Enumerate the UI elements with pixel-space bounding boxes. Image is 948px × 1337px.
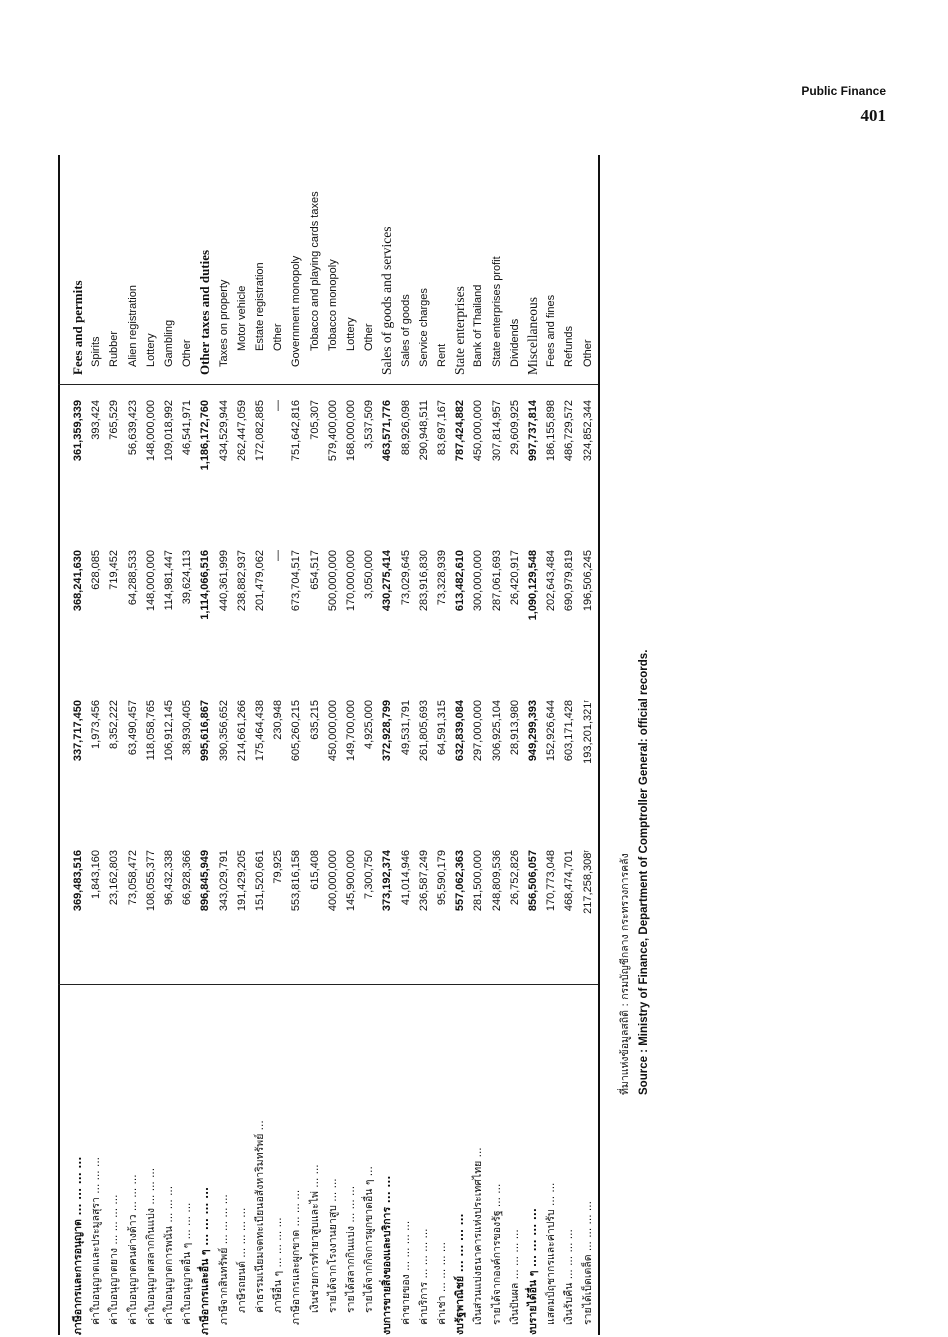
table-row [578,155,598,1335]
table-row [214,155,234,1335]
english-label: Rubber [108,330,121,367]
value-cell: 613,482,610 [454,550,467,612]
thai-label: รายได้เบ็ดเตล็ด ... ... ... ... [581,1201,594,1325]
thai-label: เงินปันผล ... ... ... ... [508,1229,521,1325]
value-cell: 283,916,830 [417,550,430,612]
english-label: Miscellaneous [525,297,540,375]
value-cell: 1,843,160 [90,850,103,899]
value-cell: 236,587,249 [417,850,430,912]
table-row [450,155,470,1335]
value-cell: 95,590,179 [436,850,448,906]
thai-label: รายได้จากกิจการผูกขาดอื่น ๆ ... [363,1166,376,1313]
value-cell: 673,704,517 [290,550,303,612]
value-cell: 148,000,000 [144,550,157,612]
english-label: Government monopoly [290,255,303,367]
value-cell: 997,737,814 [527,400,539,462]
value-cell: 108,055,377 [144,850,157,912]
value-cell: 73,029,645 [399,550,412,606]
table-row [305,155,325,1335]
value-cell: 281,500,000 [472,850,485,912]
english-label: Lottery [345,317,357,351]
value-cell: 1,186,172,760 [199,400,212,471]
value-cell: 635,215 [308,700,321,740]
value-cell: 463,571,776 [381,400,394,462]
table-row [523,155,543,1335]
value-cell: 114,981,447 [163,550,175,611]
value-cell: 361,359,339 [72,400,84,462]
bottom-rule [598,155,600,1335]
thai-label: ค่าใบอนุญาตและประมูลสุรา ... ... ... [90,1157,103,1325]
value-cell: 434,529,944 [217,400,230,462]
value-cell: 248,809,536 [490,850,503,912]
value-cell: 995,616,867 [199,700,212,762]
value-cell: 4,925,000 [363,700,376,749]
value-cell: 654,517 [308,550,321,590]
english-label: Other [181,339,194,367]
english-label: Lottery [144,333,157,367]
table-row [123,155,143,1335]
thai-label: เงินช่วยการทำยาสูบและไพ่ ... ... [308,1164,321,1313]
value-cell: 109,018,992 [163,400,175,462]
thai-label: ค่าใบอนุญาตการพนัน ... ... ... [163,1185,175,1325]
value-cell: 28,913,980 [508,700,521,756]
value-cell: 628,085 [90,550,103,590]
table-row [141,155,161,1335]
thai-label: ค่าบริการ ... ... ... ... [417,1228,430,1325]
value-cell: 145,900,000 [345,850,357,912]
value-cell: 262,447,059 [235,400,248,462]
table-row [541,155,561,1335]
table-row [559,155,579,1335]
value-cell: 238,882,937 [235,550,248,612]
value-cell: 3,537,509 [363,400,376,449]
top-rule [58,155,60,1335]
value-cell: 368,241,630 [72,550,84,612]
value-cell: 393,424 [90,400,103,440]
value-cell: 23,162,803 [108,850,121,906]
value-cell: 96,432,338 [163,850,175,906]
english-label: Other taxes and duties [197,249,213,375]
value-cell: 106,912,145 [163,700,175,762]
value-cell: 300,000,000 [472,550,485,612]
table-row [377,155,397,1335]
table-row [177,155,197,1335]
value-cell: 603,171,428 [563,700,576,762]
value-cell: 29,609,925 [508,400,521,456]
value-cell: 3,050,000 [363,550,376,599]
value-cell: 690,979,819 [563,550,576,612]
table-row [323,155,343,1335]
value-cell: 7,300,750 [363,850,376,899]
value-cell: 261,805,693 [417,700,430,762]
thai-label: ค่าใบอนุญาตยาง ... ... ... ... [108,1194,121,1325]
table-row [250,155,270,1335]
value-cell: 168,000,000 [345,400,357,462]
rotated-revenue-table [50,155,850,1335]
english-label: Spirits [90,336,103,367]
thai-label: เงินส่วนแบ่งธนาคารแห่งประเทศไทย ... [472,1147,485,1325]
value-cell: 373,192,374 [381,850,394,912]
value-cell: 63,490,457 [126,700,139,756]
value-cell: 64,288,533 [126,550,139,606]
value-cell: 787,424,882 [454,400,467,462]
value-cell: 287,061,693 [490,550,503,612]
value-cell: — [272,400,285,411]
english-label: Estate registration [254,262,266,351]
value-cell: 79,925 [272,850,285,884]
page-number: 401 [860,106,886,125]
table-row [341,155,361,1335]
thai-label: ค่าใบอนุญาตอื่น ๆ ... ... ... [181,1202,194,1325]
value-cell: 8,352,222 [108,700,121,749]
value-cell: 38,930,405 [181,700,194,756]
value-cell: 557,062,363 [454,850,467,912]
english-label: Tobacco monopoly [326,259,339,351]
english-label: State enterprises profit [490,256,503,367]
thai-label: เงินรับคืน ... ... ... ... [563,1229,576,1325]
value-cell: 88,926,098 [399,400,412,456]
value-cell: 430,275,414 [381,550,394,612]
english-label: Fees and fines [545,294,558,367]
english-label: Fees and permits [70,280,85,375]
value-cell: 118,058,765 [144,700,157,761]
page-header [801,84,886,126]
table-row [268,155,288,1335]
table-row [432,155,452,1335]
value-cell: 230,948 [272,700,285,740]
value-cell: 1,973,456 [90,700,103,749]
value-cell: 193,201,321ʳ [581,700,594,764]
value-cell: 369,483,516 [72,850,84,912]
thai-label: งบรัฐพาณิชย์ ... ... ... ... [454,1213,467,1335]
value-cell: 400,000,000 [326,850,339,912]
value-cell: 579,400,000 [326,400,339,462]
table-row [159,155,179,1335]
value-cell: 343,029,791 [217,850,230,912]
thai-label: รายได้จากโรงงานยาสูบ ... ... [326,1178,339,1313]
value-cell: 450,000,000 [326,700,339,762]
table-row [487,155,507,1335]
value-cell: 468,474,701 [563,850,576,912]
source-note-thai: ที่มาแห่งข้อมูลสถิติ : กรมบัญชีกลาง กระทรวงการคลัง [619,853,631,1095]
value-cell: 148,000,000 [144,400,157,462]
table-row [359,155,379,1335]
english-label: Rent [436,343,448,367]
english-label: Sales of goods [399,294,412,367]
value-cell: 450,000,000 [472,400,485,462]
value-cell: 856,506,057 [527,850,539,912]
thai-label: ค่าเช่า ... ... ... ... [436,1242,448,1325]
value-cell: 202,643,484 [545,550,558,612]
english-label: Tobacco and playing cards taxes [308,191,321,351]
table-row [468,155,488,1335]
value-cell: 172,082,885 [254,400,266,462]
value-cell: 217,258,308ʳ [581,850,594,914]
value-cell: 372,928,799 [381,700,394,762]
value-cell: 290,948,511 [417,400,430,461]
thai-label: ภาษีจากสินทรัพย์ ... ... ... ... [217,1194,230,1325]
value-cell: 440,361,999 [217,550,230,612]
value-cell: 49,531,791 [399,700,412,756]
thai-label: ค่าใบอนุญาตคนต่างด้าว ... ... ... [126,1174,139,1325]
value-cell: 765,529 [108,400,121,440]
value-cell: 605,260,215 [290,700,303,762]
thai-label: รายได้จากองค์การของรัฐ ... ... [490,1183,503,1325]
value-cell: 73,058,472 [126,850,139,906]
thai-label: ค่าขายของ ... ... ... ... [399,1220,412,1325]
value-cell: 1,090,129,548 [527,550,539,621]
value-cell: 46,541,971 [181,400,194,456]
thai-label: งบการขายสิ่งของและบริการ ... ... [381,1175,394,1335]
value-cell: 1,114,066,516 [199,550,212,620]
value-cell: 149,700,000 [345,700,357,762]
english-label: Other [363,323,376,351]
value-cell: 719,452 [108,550,121,590]
value-cell: 705,307 [308,400,321,440]
value-cell: 83,697,167 [436,400,448,456]
table-row [195,155,215,1335]
english-label: Other [581,339,594,367]
english-label: Alien registration [126,285,139,367]
value-cell: 297,000,000 [472,700,485,762]
table-row [286,155,306,1335]
value-cell: 337,717,450 [72,700,84,762]
source-note-english: Source : Ministry of Finance, Department of Comptroller General: official records. [638,649,650,1095]
english-label: Gambling [163,319,175,367]
value-cell: 214,661,266 [235,700,248,762]
value-cell: 152,926,644 [545,700,558,762]
value-cell: 751,642,816 [290,400,303,462]
value-cell: 56,639,423 [126,400,139,456]
english-label: Service charges [417,288,430,367]
value-cell: 170,000,000 [345,550,357,612]
english-label: Other [272,323,285,351]
thai-label: รายได้สลากกินแบ่ง ... ... ... [345,1185,357,1313]
value-cell: 26,752,826 [508,850,521,906]
value-cell: — [272,550,285,561]
table-row [68,155,88,1335]
english-label: Sales of goods and services [379,226,395,375]
thai-label: ภาษีอากรและอื่น ๆ ... ... ... ... [199,1186,212,1335]
value-cell: 26,420,917 [508,550,521,606]
value-cell: 66,928,366 [181,850,194,906]
thai-label: ภาษีอื่น ๆ ... ... ... ... [272,1217,285,1313]
value-cell: 306,925,104 [490,700,503,762]
thai-label: แสตมป์ฤชากรและค่าปรับ ... ... [545,1182,558,1325]
table-row [396,155,416,1335]
value-cell: 175,464,438 [254,700,266,762]
value-cell: 73,328,939 [436,550,448,606]
value-cell: 486,729,572 [563,400,576,462]
english-label: Refunds [563,326,576,367]
thai-label: ค่าธรรมเนียมจดทะเบียนอสังหาริมทรัพย์ ... [254,1120,266,1313]
english-label: State enterprises [452,286,468,375]
value-cell: 151,520,661 [254,850,266,912]
value-cell: 632,839,084 [454,700,467,762]
value-cell: 553,816,158 [290,850,303,912]
table-row [505,155,525,1335]
section-title: Public Finance [801,84,886,98]
value-cell: 615,408 [308,850,321,890]
thai-label: ภาษีรถยนต์ ... ... ... ... [235,1207,248,1313]
value-cell: 324,852,344 [581,400,594,462]
value-cell: 64,591,315 [436,700,448,756]
value-cell: 500,000,000 [326,550,339,612]
value-cell: 196,506,245 [581,550,594,612]
value-cell: 41,014,946 [399,850,412,906]
table-row [86,155,106,1335]
value-cell: 170,773,048 [545,850,558,912]
value-cell: 186,155,898 [545,400,558,462]
value-cell: 307,814,957 [490,400,503,462]
english-label: Motor vehicle [235,285,248,351]
thai-label: งบรายได้อื่น ๆ ... ... ... ... [527,1208,539,1335]
thai-label: ภาษีอากรและผูกขาด ... ... ... [290,1189,303,1325]
english-label: Taxes on property [217,279,230,367]
value-cell: 201,479,062 [254,550,266,612]
table-row [414,155,434,1335]
thai-label: ภาษีอากรและการอนุญาต ... ... ... ... [72,1156,84,1335]
thai-label: ค่าใบอนุญาตสลากกินแบ่ง ... ... ... [144,1167,157,1325]
value-cell: 949,299,393 [527,700,539,762]
value-cell: 39,624,113 [181,550,194,605]
value-cell: 191,429,205 [235,850,248,912]
table-row [232,155,252,1335]
english-label: Dividends [508,318,521,367]
english-label: Bank of Thailand [472,284,485,367]
table-row [104,155,124,1335]
value-cell: 390,356,652 [217,700,230,762]
value-cell: 896,845,949 [199,850,212,912]
